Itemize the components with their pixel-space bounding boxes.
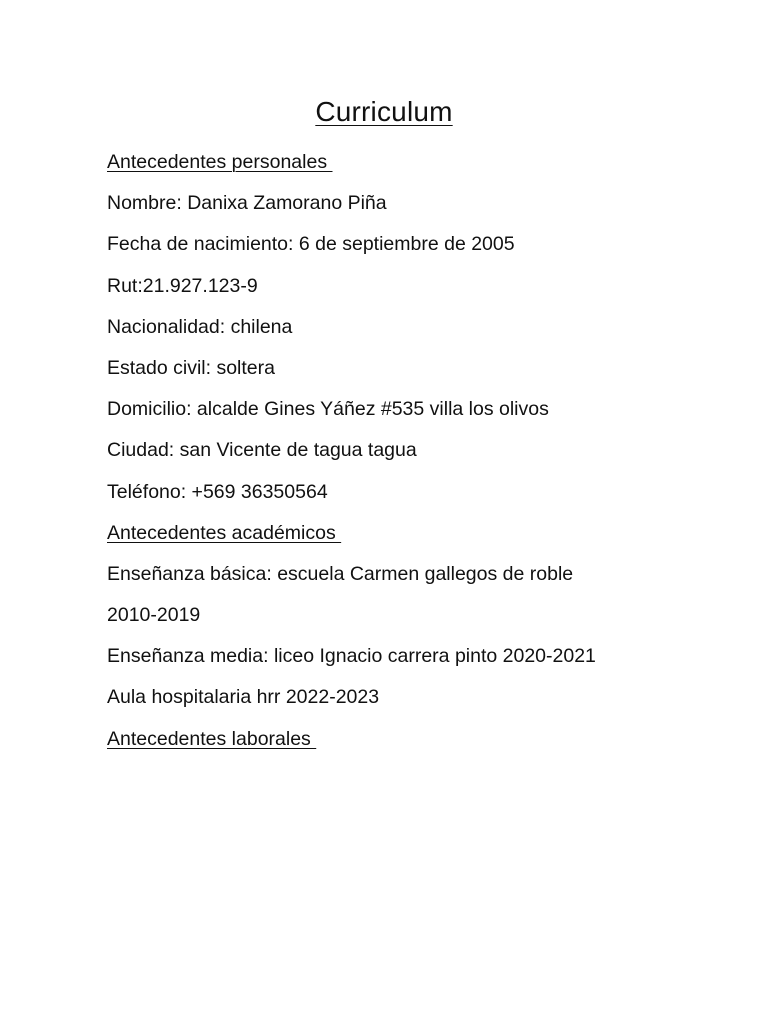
address-line: Domicilio: alcalde Gines Yáñez #535 villa los olivos [107,398,549,421]
phone-line: Teléfono: +569 36350564 [107,480,328,503]
birth-date-line: Fecha de nacimiento: 6 de septiembre de 2005 [107,233,515,256]
rut-line: Rut:21.927.123-9 [107,274,258,297]
hospital-classroom-line: Aula hospitalaria hrr 2022-2023 [107,686,380,709]
basic-education-years-line: 2010-2019 [107,604,201,627]
document-title: Curriculum [315,96,453,127]
section-heading-work: Antecedentes laborales [107,727,317,750]
document-body [107,147,596,765]
name-line: Nombre: Danixa Zamorano Piña [107,192,387,215]
civil-status-line: Estado civil: soltera [107,356,275,379]
section-heading-academic: Antecedentes académicos [107,521,342,544]
nationality-line: Nacionalidad: chilena [107,315,293,338]
section-heading-personal: Antecedentes personales [107,151,333,173]
secondary-education-line: Enseñanza media: liceo Ignacio carrera pinto 2020-2021 [107,645,596,668]
basic-education-line: Enseñanza básica: escuela Carmen gallegos de roble [107,562,574,585]
city-line: Ciudad: san Vicente de tagua tagua [107,439,417,462]
